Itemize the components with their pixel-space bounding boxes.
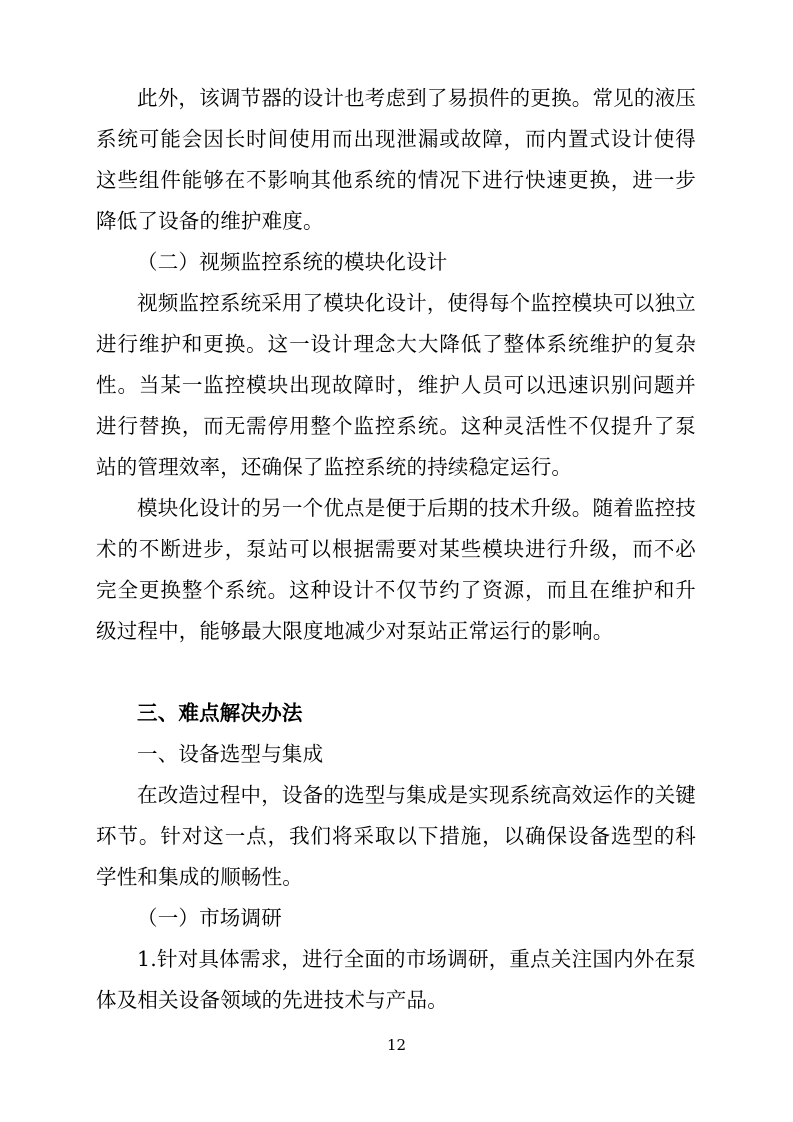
paragraph: 在改造过程中，设备的选型与集成是实现系统高效运作的关键环节。针对这一点，我们将采取以下措施，以确保设备选型的科学性和集成的顺畅性。 bbox=[96, 783, 696, 889]
section-heading: 三、难点解决办法 bbox=[137, 701, 303, 725]
paragraph: （一）市场调研 bbox=[137, 906, 282, 930]
paragraph-spacer bbox=[96, 652, 696, 693]
paragraph: 一、设备选型与集成 bbox=[137, 742, 324, 766]
page-body bbox=[96, 78, 696, 1021]
paragraph: 1.针对具体需求，进行全面的市场调研，重点关注国内外在泵体及相关设备领域的先进技术与产品。 bbox=[96, 947, 696, 1012]
paragraph: 模块化设计的另一个优点是便于后期的技术升级。随着监控技术的不断进步，泵站可以根据需要对某些模块进行升级，而不必完全更换整个系统。这种设计不仅节约了资源，而且在维护和升级过程中，能够最大限度地减少对泵站正常运行的影响。 bbox=[96, 496, 696, 643]
paragraph: （二）视频监控系统的模块化设计 bbox=[137, 250, 448, 274]
paragraph: 视频监控系统采用了模块化设计，使得每个监控模块可以独立进行维护和更换。这一设计理念大大降低了整体系统维护的复杂性。当某一监控模块出现故障时，维护人员可以迅速识别问题并进行替换，而无需停用整个监控系统。这种灵活性不仅提升了泵站的管理效率，还确保了监控系统的持续稳定运行。 bbox=[96, 291, 696, 479]
page-number: 12 bbox=[386, 1036, 407, 1054]
paragraph: 此外，该调节器的设计也考虑到了易损件的更换。常见的液压系统可能会因长时间使用而出现泄漏或故障，而内置式设计使得这些组件能够在不影响其他系统的情况下进行快速更换，进一步降低了设备的维护难度。 bbox=[96, 86, 696, 233]
